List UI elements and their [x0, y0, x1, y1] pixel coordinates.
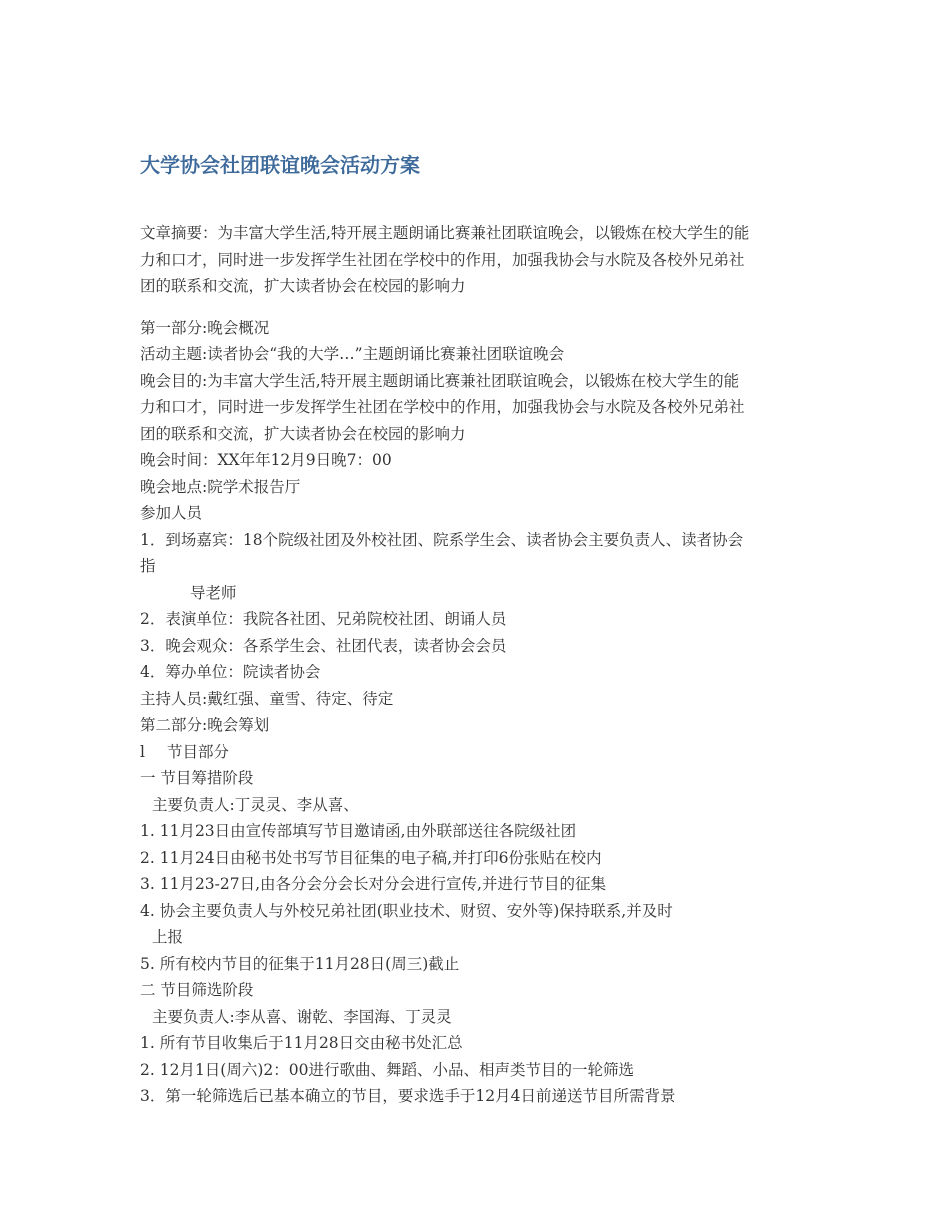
abstract-line: 力和口才，同时进一步发挥学生社团在学校中的作用，加强我协会与水院及各校外兄弟社 [140, 250, 745, 269]
stage1-item: 1. 11月23日由宣传部填写节目邀请函,由外联部送往各院级社团 [140, 822, 577, 840]
participants-item-3: 3．晚会观众：各系学生会、社团代表，读者协会会员 [140, 636, 507, 655]
participants-item-4: 4．筹办单位：院读者协会 [140, 663, 321, 681]
part1-heading: 第一部分:晚会概况 [140, 318, 270, 337]
stage2-item: 1. 所有节目收集后于11月28日交由秘书处汇总 [140, 1034, 463, 1052]
participants-item-1-cont2: 导老师 [190, 583, 237, 602]
program-heading: 节目部分 [166, 742, 229, 761]
abstract-line: 文章摘要：为丰富大学生活,特开展主题朗诵比赛兼社团联谊晚会，以锻炼在校大学生的能 [140, 224, 750, 242]
participants-item-1-cont: 指 [140, 557, 156, 575]
purpose-line: 力和口才，同时进一步发挥学生社团在学校中的作用，加强我协会与水院及各校外兄弟社 [140, 398, 745, 416]
participants-item-1: 1．到场嘉宾：18个院级社团及外校社团、院系学生会、读者协会主要负责人、读者协会 [140, 530, 744, 549]
stage2-heading: 二 节目筛选阶段 [140, 981, 254, 999]
document-title: 大学协会社团联谊晚会活动方案 [140, 153, 420, 177]
stage2-item: 3．第一轮筛选后已基本确立的节目，要求选手于12月4日前递送节目所需背景 [140, 1087, 676, 1105]
abstract-line: 团的联系和交流，扩大读者协会在校园的影响力 [140, 277, 466, 295]
purpose-line: 团的联系和交流，扩大读者协会在校园的影响力 [140, 424, 466, 443]
document-body [140, 315, 820, 1110]
time-line: 晚会时间：XX年年12月9日晚7：00 [140, 451, 392, 469]
participants-item-2: 2．表演单位：我院各社团、兄弟院校社团、朗诵人员 [140, 610, 507, 628]
stage2-lead: 主要负责人:李从喜、谢乾、李国海、丁灵灵 [152, 1007, 452, 1026]
stage1-item: 3. 11月23-27日,由各分会分会长对分会进行宣传,并进行节目的征集 [140, 875, 606, 893]
part2-heading: 第二部分:晚会筹划 [140, 716, 270, 734]
stage1-heading: 一 节目筹措阶段 [140, 769, 254, 787]
stage2-item: 2. 12月1日(周六)2：00进行歌曲、舞蹈、小品、相声类节目的一轮筛选 [140, 1060, 634, 1079]
stage1-item: 2. 11月24日由秘书处书写节目征集的电子稿,并打印6份张贴在校内 [140, 848, 602, 867]
venue-line: 晚会地点:院学术报告厅 [140, 477, 301, 496]
hosts-line: 主持人员:戴红强、童雪、待定、待定 [140, 689, 394, 708]
stage1-item: 4. 协会主要负责人与外校兄弟社团(职业技术、财贸、安外等)保持联系,并及时 [140, 901, 673, 920]
stage1-item-cont: 上报 [152, 928, 184, 946]
abstract [140, 220, 820, 300]
bullet-marker: l [140, 742, 145, 761]
participants-heading: 参加人员 [140, 504, 203, 522]
stage1-item: 5. 所有校内节目的征集于11月28日(周三)截止 [140, 954, 460, 973]
document-page [140, 150, 820, 1110]
program-heading-line [140, 739, 820, 766]
theme-line: 活动主题:读者协会“我的大学…”主题朗诵比赛兼社团联谊晚会 [140, 345, 565, 363]
stage1-lead: 主要负责人:丁灵灵、李从喜、 [152, 795, 359, 814]
purpose-line: 晚会目的:为丰富大学生活,特开展主题朗诵比赛兼社团联谊晚会，以锻炼在校大学生的能 [140, 371, 740, 390]
